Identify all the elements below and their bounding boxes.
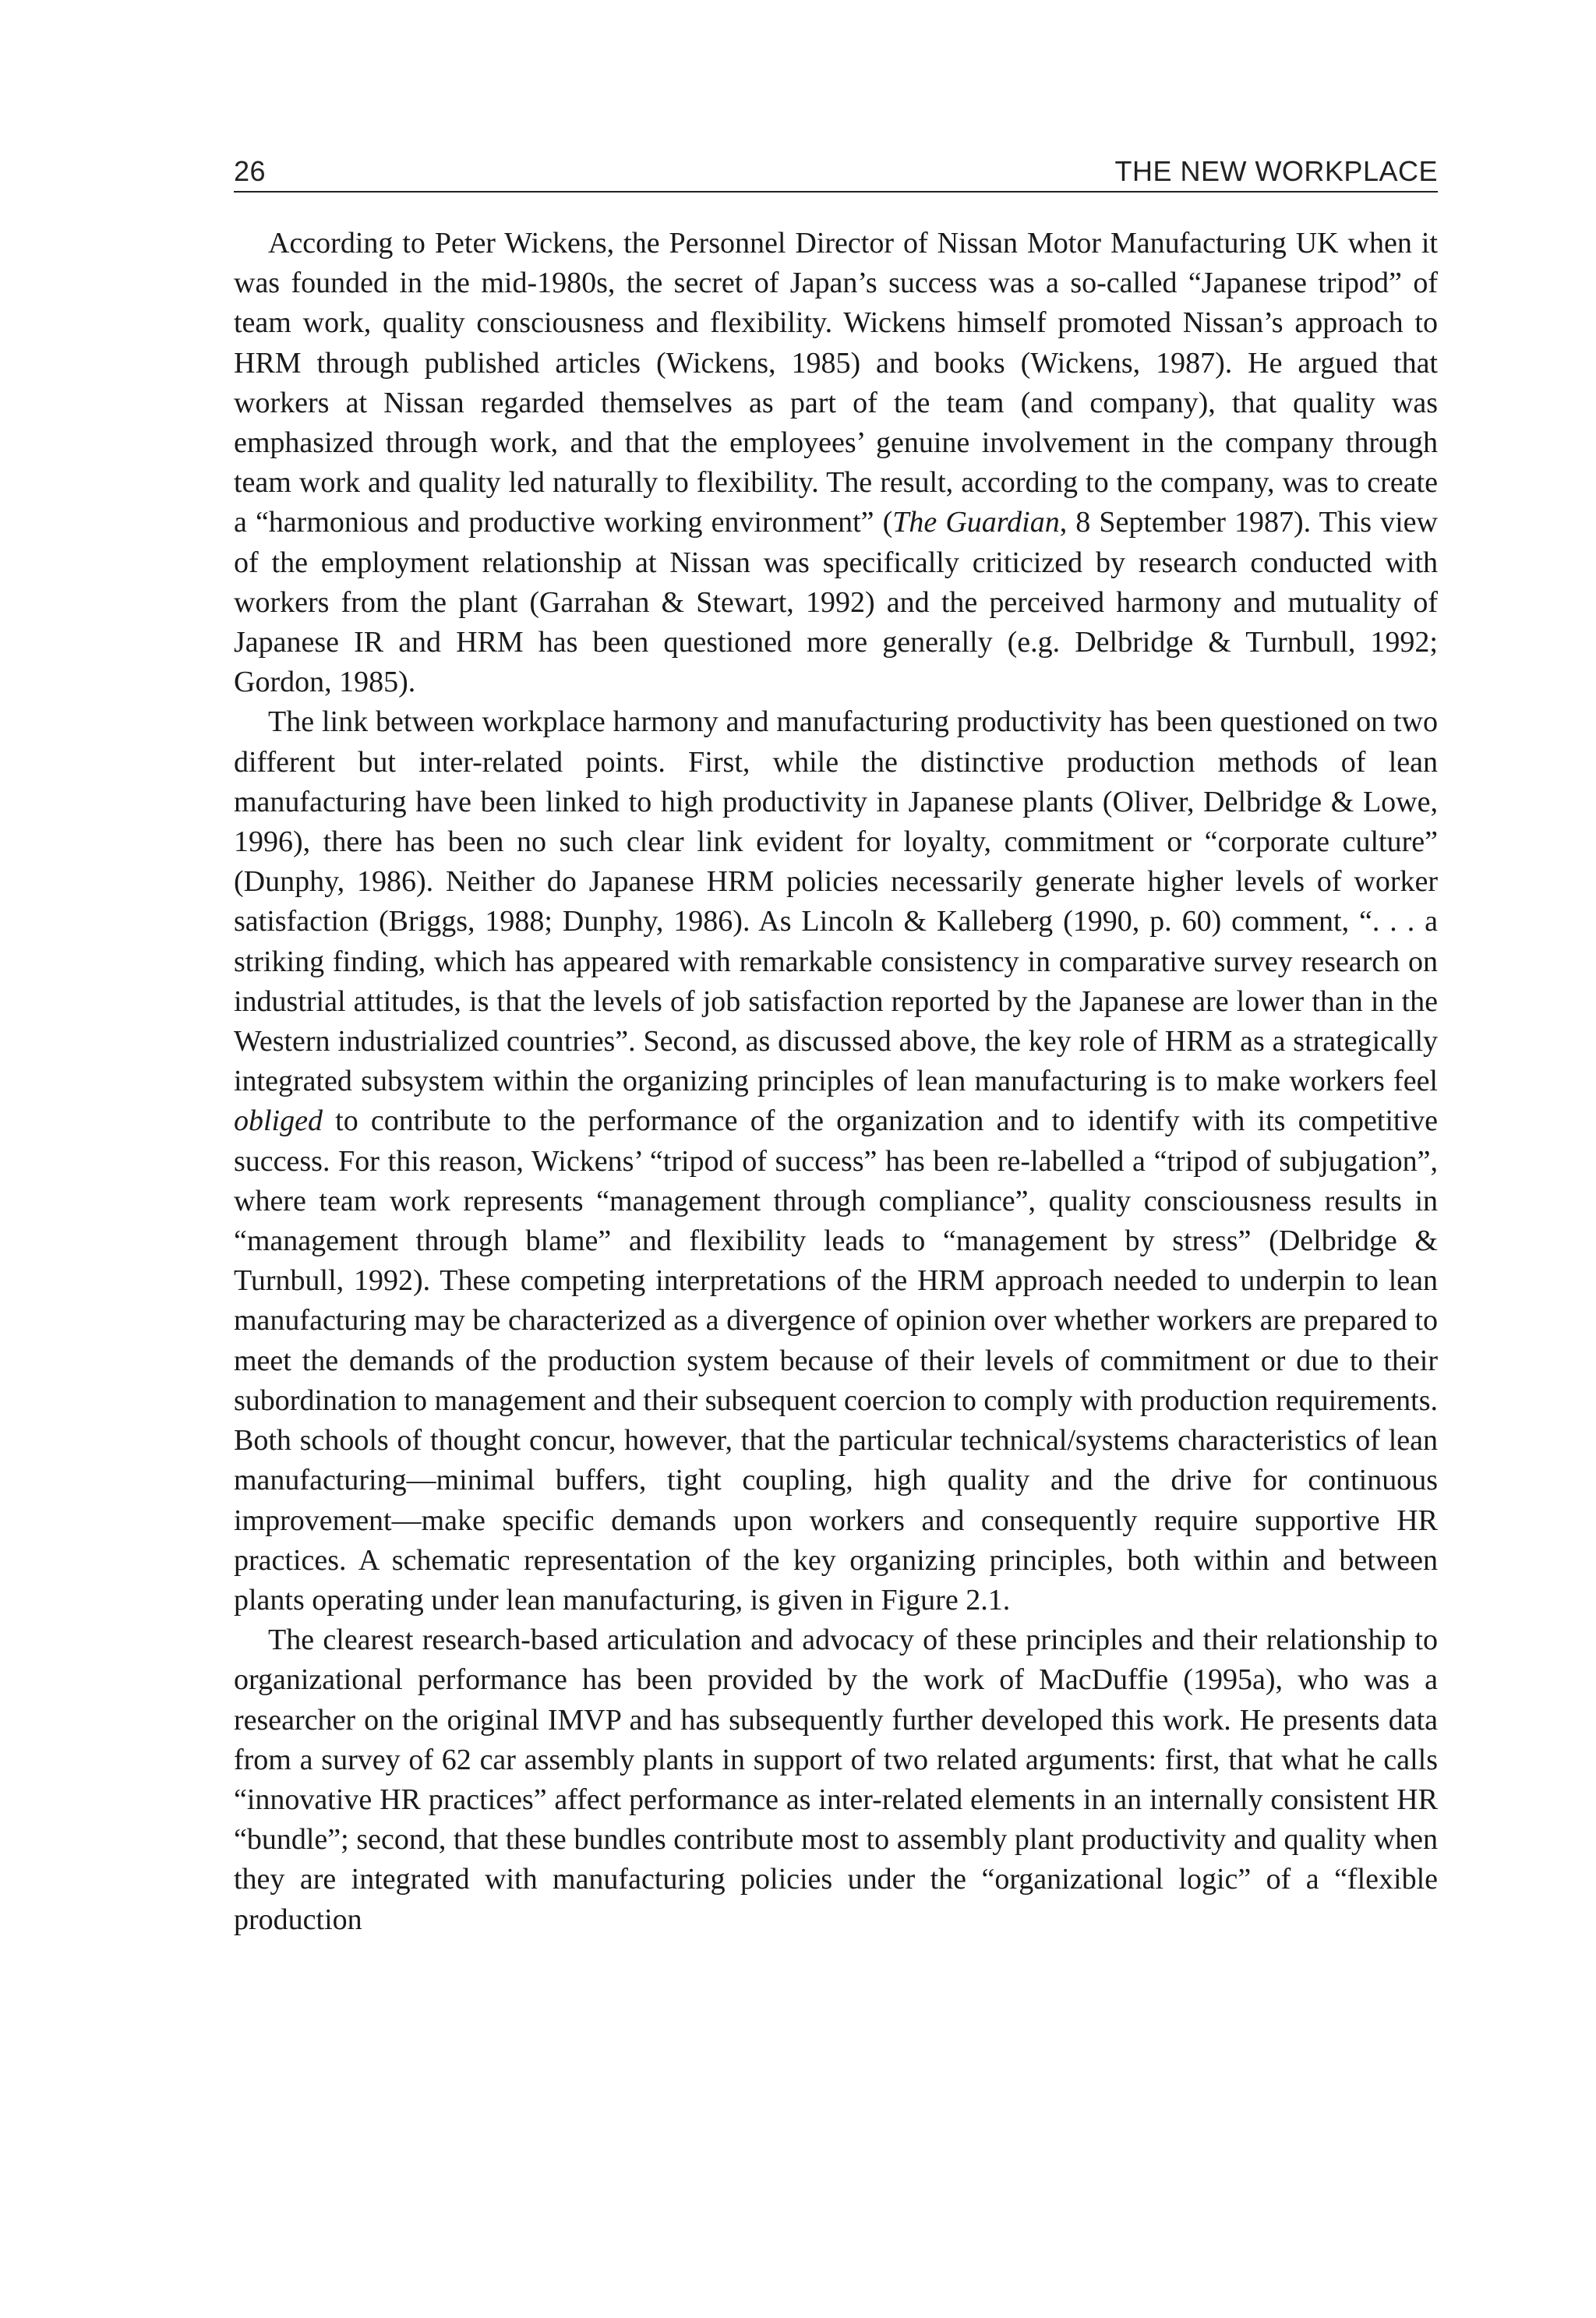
paragraph-2 <box>234 702 1438 1620</box>
paragraph-1-text-a: According to Peter Wickens, the Personnel Director of Nissan Motor Manufacturing UK when it was founded in the mid-1980s, the secret of Japan’s success was a so-called “Japanese tripod” of team work, quality consciousness and flexibility. Wickens himself promoted Nissan’s approach to HRM through published articles (Wickens, 1985) and books (Wickens, 1987). He argued that workers at Nissan regarded themselves as part of the team (and company), that quality was emphasized through work, and that the employees’ genuine involvement in the company through team work and quality led naturally to flexibility. The result, according to the company, was to create a “harmonious and productive working environment” ( <box>234 227 1438 539</box>
paragraph-3 <box>234 1620 1438 1940</box>
paragraph-1 <box>234 224 1438 702</box>
running-head <box>234 144 1438 193</box>
book-page <box>234 144 1438 1940</box>
paragraph-1-text-b: , 8 September 1987). This view of the employment relationship at Nissan was specifically criticized by research conducted with workers from the plant (Garrahan & Stewart, 1992) and the perceived harmony and mutuality of Japanese IR and HRM has been questioned more generally (e.g. Delbridge & Turnbull, 1992; Gordon, 1985). <box>234 506 1438 699</box>
paragraph-2-text-a: The link between workplace harmony and manufacturing productivity has been questioned on two different but inter-related points. First, while the distinctive production methods of lean manufacturing have been linked to high productivity in Japanese plants (Oliver, Delbridge & Lowe, 1996), there has been no such clear link evident for loyalty, commitment or “corporate culture” (Dunphy, 1986). Neither do Japanese HRM policies necessarily generate higher levels of worker satisfaction (Briggs, 1988; Dunphy, 1986). As Lincoln & Kalleberg (1990, p. 60) comment, “. . . a striking finding, which has appeared with remarkable consistency in comparative survey research on industrial attitudes, is that the levels of job satisfaction reported by the Japanese are lower than in the Western industrialized countries”. Second, as discussed above, the key role of HRM as a strategically integrated subsystem within the organizing principles of lean manufacturing is to make workers feel <box>234 705 1438 1098</box>
paragraph-1-italic-the-guardian: The Guardian <box>892 506 1060 539</box>
paragraph-2-text-b: to contribute to the performance of the organization and to identify with its competitive success. For this reason, Wickens’ “tripod of success” has been re-labelled a “tripod of subjugation”, where team work represents “management through compliance”, quality consciousness results in “management through blame” and flexibility leads to “management by stress” (Delbridge & Turnbull, 1992). These competing interpretations of the HRM approach needed to underpin to lean manufacturing may be characterized as a divergence of opinion over whether workers are prepared to meet the demands of the production system because of their levels of commitment or due to their subordination to management and their subsequent coercion to comply with production requirements. Both schools of thought concur, however, that the particular technical/systems characteristics of lean manufacturing—minimal buffers, tight coupling, high quality and the drive for continuous improvement—make specific demands upon workers and consequently require supportive HR practices. A schematic representation of the key organizing principles, both within and between plants operating under lean manufacturing, is given in Figure 2.1. <box>234 1104 1438 1617</box>
paragraph-3-text: The clearest research-based articulation and advocacy of these principles and their relationship to organizational performance has been provided by the work of MacDuffie (1995a), who was a researcher on the original IMVP and has subsequently further developed this work. He presents data from a survey of 62 car assembly plants in support of two related arguments: first, that what he calls “innovative HR practices” affect performance as inter-related elements in an internally consistent HR “bundle”; second, that these bundles contribute most to assembly plant productivity and quality when they are integrated with manufacturing policies under the “organizational logic” of a “flexible production <box>234 1624 1438 1936</box>
running-title: THE NEW WORKPLACE <box>1114 155 1438 187</box>
paragraph-2-italic-obliged: obliged <box>234 1104 323 1138</box>
body-text <box>234 224 1438 1940</box>
page-number: 26 <box>234 155 267 187</box>
